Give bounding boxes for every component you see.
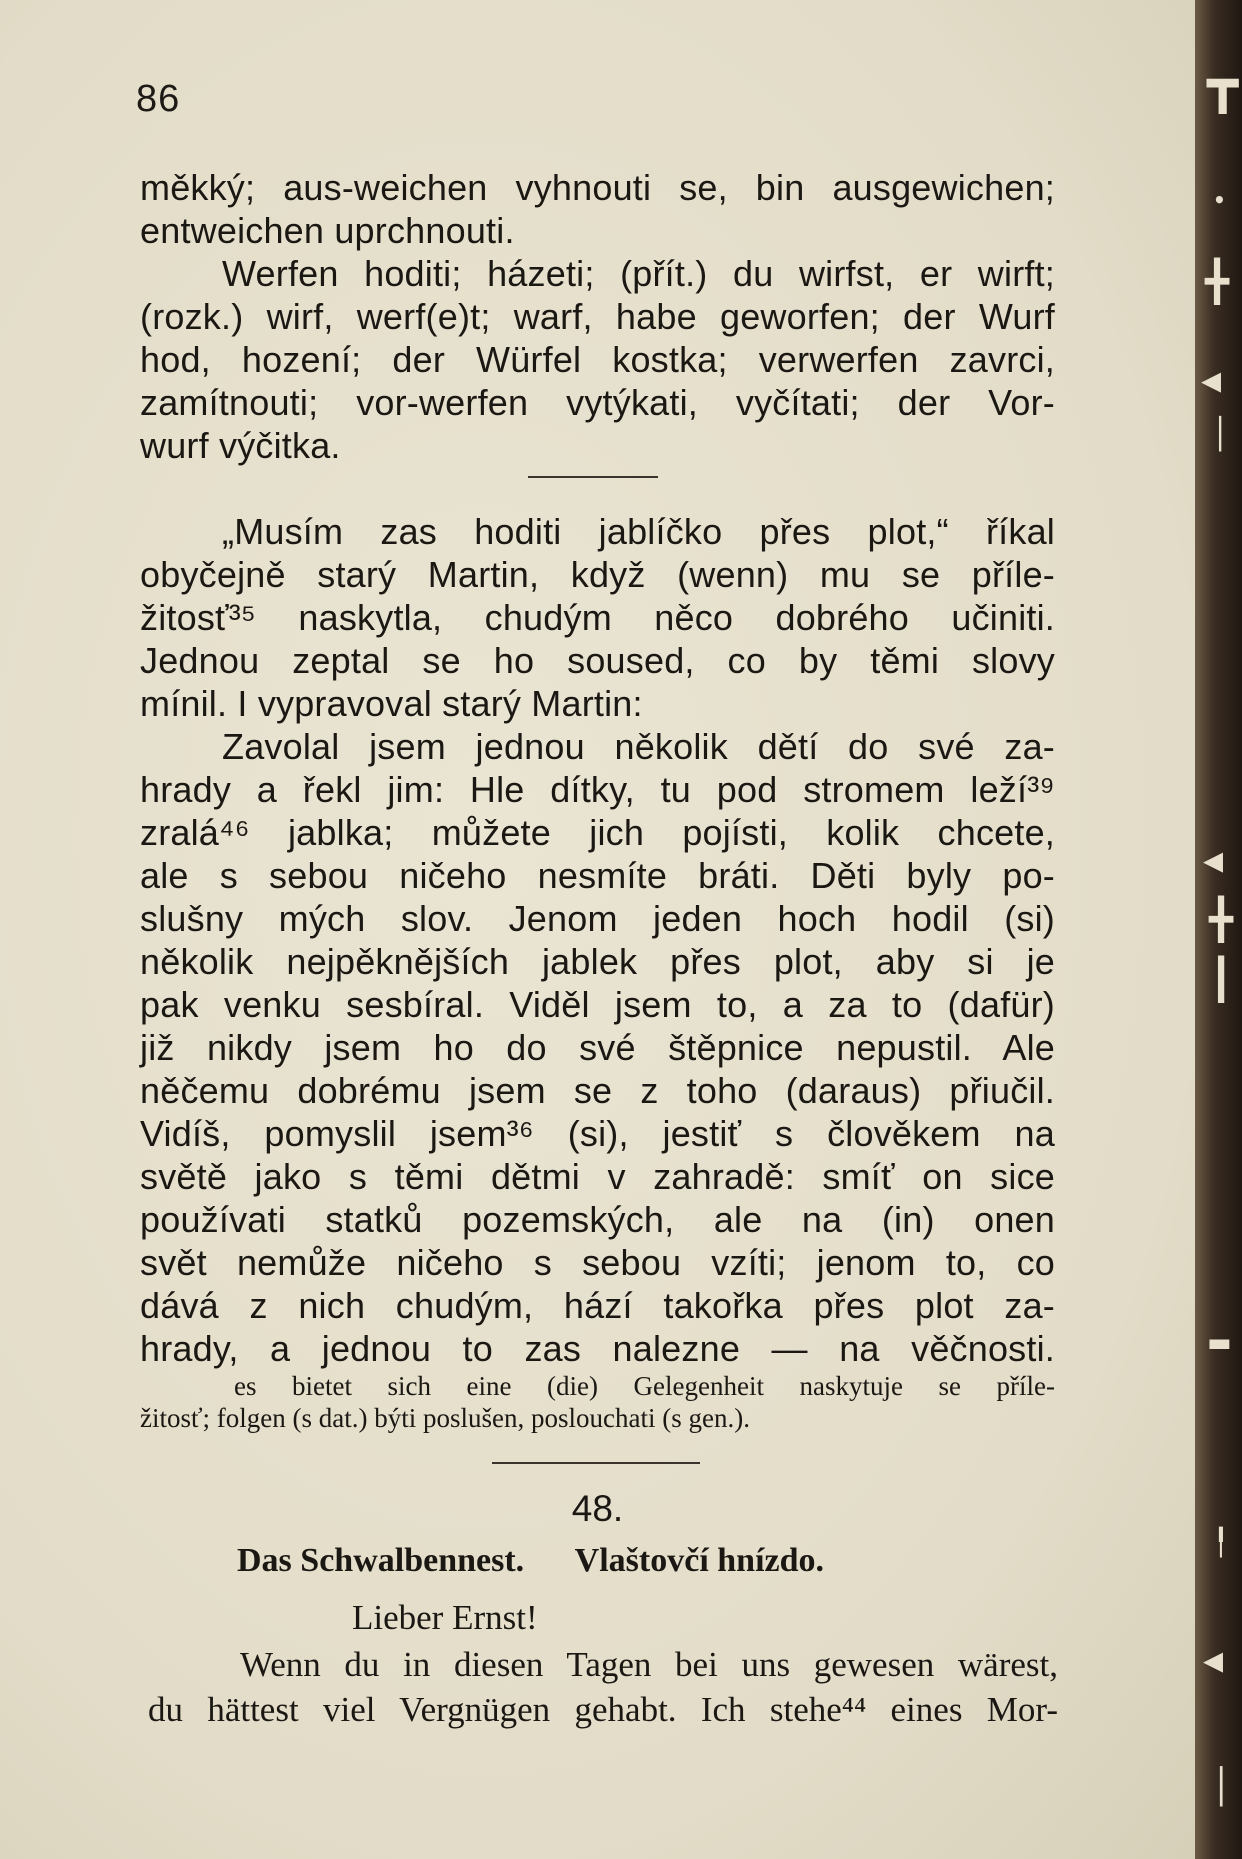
tab-marker-icon: ┳ (1207, 54, 1239, 114)
story-line: pak venku sesbíral. Viděl jsem to, a za to (dafür) (140, 984, 1055, 1025)
story-line: něčemu dobrému jsem se z toho (daraus) přiučil. (140, 1070, 1055, 1111)
glossary-line: wurf výčitka. (140, 425, 341, 466)
story-line: dává z nich chudým, hází takořka přes plot za- (140, 1285, 1055, 1326)
section-number: 48. (571, 1488, 624, 1529)
story-line: hrady, a jednou to zas nalezne — na věčnosti. (140, 1328, 1055, 1369)
story-line: Jednou zeptal se ho soused, co by těmi slovy (140, 640, 1055, 681)
glossary-line: (rozk.) wirf, werf(e)t; warf, habe geworfen; der Wurf (140, 296, 1055, 337)
story-line: používati statků pozemských, ale na (in) onen (140, 1199, 1055, 1240)
dash-marker-icon: ╋ (1209, 897, 1234, 943)
arrow-marker-icon: ◂ (1203, 1637, 1224, 1683)
book-spine-edge (1195, 0, 1242, 1859)
arrow-marker-icon: ◂ (1203, 837, 1224, 883)
story-line: Zavolal jsem jednou několik dětí do své za- (222, 726, 1055, 767)
spacer (140, 467, 1055, 510)
story-line: svět nemůže ničeho s sebou vzíti; jenom to, co (140, 1242, 1055, 1283)
story-line: Vidíš, pomyslil jsem³⁶ (si), jestiť s člověkem na (140, 1113, 1055, 1154)
line-marker-icon: │ (1211, 1767, 1232, 1807)
story-line: zralá⁴⁶ jablka; můžete jich pojísti, kolik chcete, (140, 812, 1055, 853)
story-line: „Musím zas hoditi jablíčko přes plot,“ říkal (222, 511, 1055, 552)
story-line: světě jako s těmi dětmi v zahradě: smíť on sice (140, 1156, 1055, 1197)
story-line: žitosť³⁵ naskytla, chudým něco dobrého učiniti. (140, 597, 1055, 638)
story-line: ale s sebou ničeho nesmíte bráti. Děti byly po- (140, 855, 1055, 896)
story-line: obyčejně starý Martin, když (wenn) mu se příle- (140, 554, 1055, 595)
line-marker-icon: ╿ (1213, 1528, 1229, 1558)
story-line: již nikdy jsem ho do své štěpnice nepustil. Ale (140, 1027, 1055, 1068)
glossary-line: entweichen uprchnouti. (140, 210, 515, 251)
dash-marker-icon: ┃ (1209, 957, 1234, 1003)
glossary-line: Werfen hoditi; házeti; (přít.) du wirfst, er wirft; (222, 253, 1055, 294)
story-line: několik nejpěknějších jablek přes plot, aby si je (140, 941, 1055, 982)
section-title (237, 1542, 824, 1580)
dot-marker-icon: • (1213, 188, 1226, 212)
main-text (140, 166, 1055, 1434)
line-marker-icon: │ (1211, 417, 1230, 452)
section-title-german: Das Schwalbennest. (237, 1542, 525, 1579)
glossary-line: měkký; aus-weichen vyhnouti se, bin ausgewichen; (140, 167, 1055, 208)
section-title-czech: Vlaštovčí hnízdo. (574, 1542, 825, 1579)
separator-long (492, 1462, 700, 1464)
story-line: hrady a řekl jim: Hle dítky, tu pod stromem leží³⁹ (140, 769, 1055, 810)
letter-greeting: Lieber Ernst! (352, 1598, 538, 1637)
dash-marker-icon: ╋ (1205, 259, 1230, 305)
letter-line: Wenn du in diesen Tagen bei uns gewesen wärest, (240, 1645, 1058, 1684)
separator-short (528, 476, 658, 478)
glossary-line: hod, hození; der Würfel kostka; verwerfen zavrci, (140, 339, 1055, 380)
page-number: 86 (136, 78, 181, 120)
arrow-marker-icon: ◂ (1201, 357, 1222, 403)
footnote-line: žitosť; folgen (s dat.) býti poslušen, poslouchati (s gen.). (140, 1403, 750, 1433)
letter-text (148, 1642, 1058, 1732)
glossary-line: zamítnouti; vor-werfen vytýkati, vyčítati; der Vor- (140, 382, 1055, 423)
footnote-line: es bietet sich eine (die) Gelegenheit naskytuje se příle- (234, 1371, 1055, 1401)
dash-marker-icon: ▬ (1207, 1328, 1232, 1358)
story-line: slušny mých slov. Jenom jeden hoch hodil (si) (140, 898, 1055, 939)
story-line: mínil. I vypravoval starý Martin: (140, 683, 643, 724)
letter-line: du hättest viel Vergnügen gehabt. Ich stehe⁴⁴ eines Mor- (148, 1690, 1058, 1729)
